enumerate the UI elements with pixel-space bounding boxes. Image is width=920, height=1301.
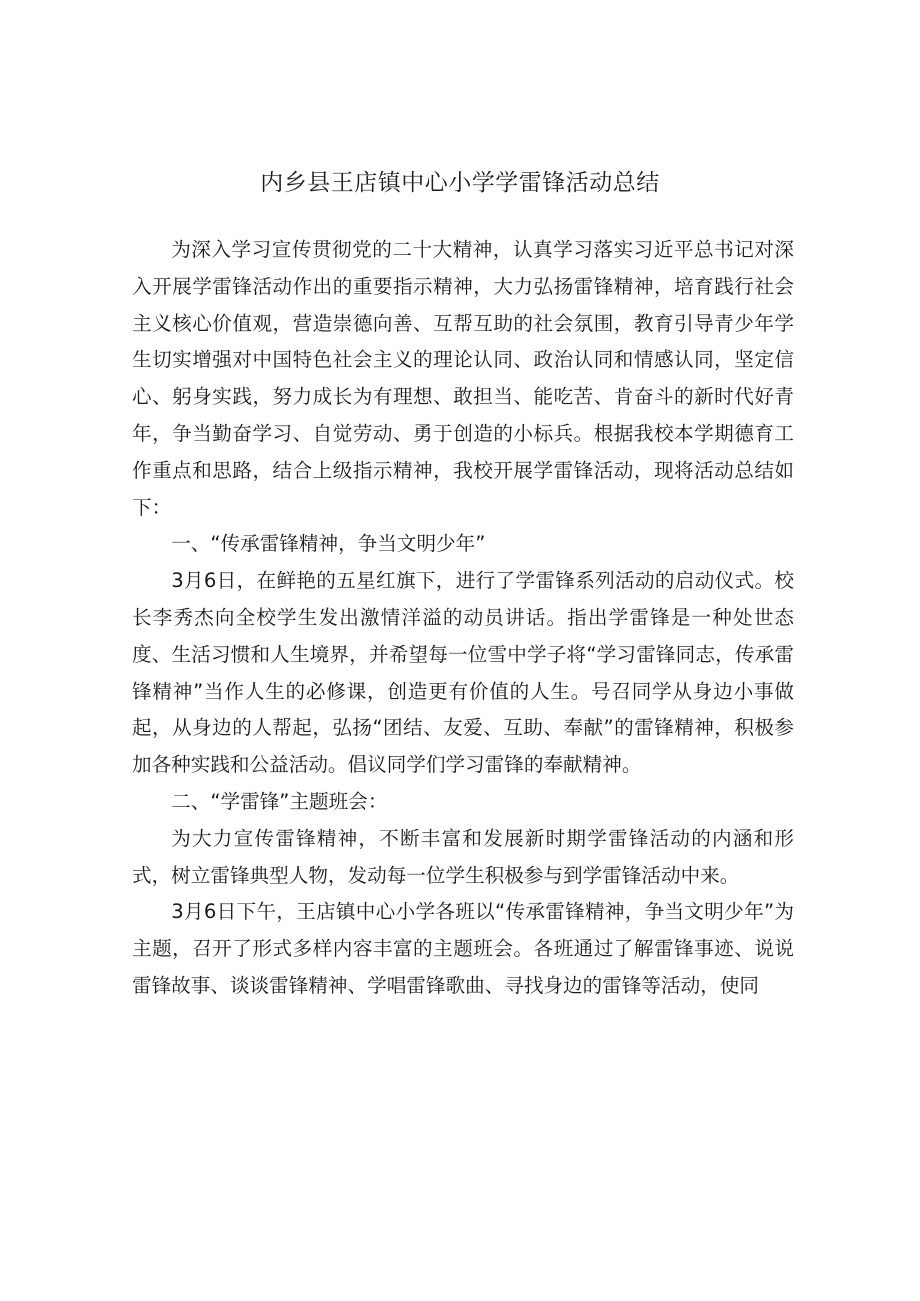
paragraph-class-meeting-purpose: 为大力宣传雷锋精神，不断丰富和发展新时期学雷锋活动的内涵和形式，树立雷锋典型人物，发动每一位学生积极参与到学雷锋活动中来。 xyxy=(132,826,794,887)
document-title: 内乡县王店镇中心小学学雷锋活动总结 xyxy=(260,170,660,196)
paragraph-launch-ceremony: 3月6日，在鲜艳的五星红旗下，进行了学雷锋系列活动的启动仪式。校长李秀杰向全校学生发出激情洋溢的动员讲话。指出学雷锋是一种处世态度、生活习惯和人生境界，并希望每一位雪中学子将“学习雷锋同志，传承雷锋精神”当作人生的必修课，创造更有价值的人生。号召同学从身边小事做起，从身边的人帮起，弘扬“团结、友爱、互助、奉献”的雷锋精神，积极参加各种实践和公益活动。倡议同学们学习雷锋的奉献精神。 xyxy=(132,569,794,777)
document-body xyxy=(132,232,794,1005)
paragraph-intro: 为深入学习宣传贯彻党的二十大精神，认真学习落实习近平总书记对深入开展学雷锋活动作出的重要指示精神，大力弘扬雷锋精神，培育践行社会主义核心价值观，营造崇德向善、互帮互助的社会氛围，教育引导青少年学生切实增强对中国特色社会主义的理论认同、政治认同和情感认同，坚定信心、躬身实践，努力成长为有理想、敢担当、能吃苦、肯奋斗的新时代好青年，争当勤奋学习、自觉劳动、勇于创造的小标兵。根据我校本学期德育工作重点和思路，结合上级指示精神，我校开展学雷锋活动，现将活动总结如下： xyxy=(132,238,794,519)
section-heading-2: 二、“学雷锋”主题班会： xyxy=(171,789,388,813)
section-heading-1: 一、“传承雷锋精神，争当文明少年” xyxy=(171,532,486,556)
paragraph-class-meeting: 3月6日下午，王店镇中心小学各班以“传承雷锋精神，争当文明少年”为主题，召开了形式多样内容丰富的主题班会。各班通过了解雷锋事迹、说说雷锋故事、谈谈雷锋精神、学唱雷锋歌曲、寻找身边的雷锋等活动，使同 xyxy=(132,900,794,997)
